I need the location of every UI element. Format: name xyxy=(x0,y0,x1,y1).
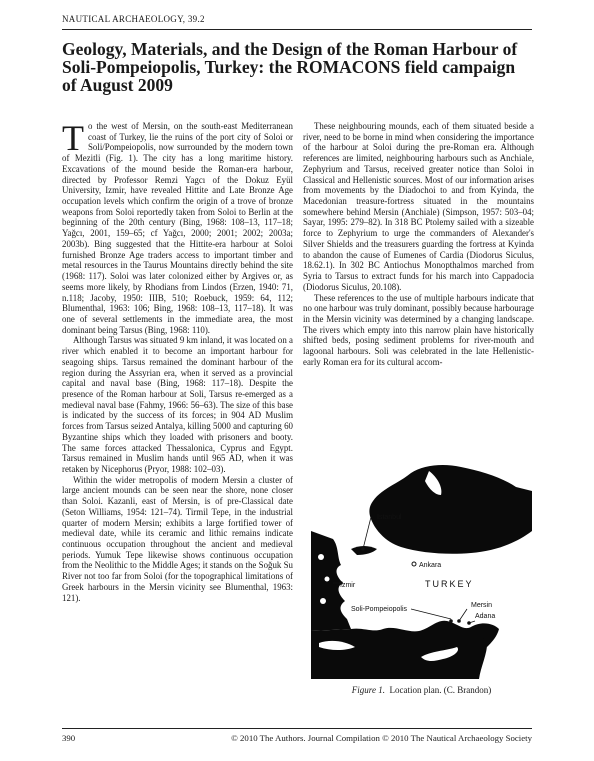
drop-cap: T xyxy=(62,118,84,158)
label-ankara: Ankara xyxy=(419,562,442,569)
mersin-leader xyxy=(459,609,467,621)
footer-rule xyxy=(62,728,532,729)
label-soli: Soli-Pompeiopolis xyxy=(351,606,408,613)
location-map xyxy=(311,461,532,679)
article-title: Geology, Materials, and the Design of the Roman Harbour of Soli-Pompeiopolis, Turkey: the ROMACONS field campaign of August 2009 xyxy=(62,39,518,95)
right-column xyxy=(303,121,534,368)
caption-text: Location plan. (C. Brandon) xyxy=(389,685,492,695)
black-sea-shape xyxy=(369,465,532,554)
paragraph: These references to the use of multiple harbours indicate that no one harbour was truly dominant, possibly because harbourage in the Mersin vicinity was determined by a changing landscape. The rivers which empty into this narrow plain have historically shifted beds, posing sediment problems for river-mouth and lagoonal harbours. Soli was celebrated in the late Hellenistic-early Roman era for its cultural accom- xyxy=(303,292,534,367)
label-izmir: Izmir xyxy=(340,582,356,589)
soli-dot xyxy=(449,619,453,623)
paragraph: Although Tarsus was situated 9 km inland, it was located on a river which enabled it to become an important harbour for seagoing ships. Tarsus remained the dominant harbour of the region during the Assyrian era, when it served as a provincial capital and naval base (Bing, 1968: 117–18). Despite the presence of the Roman harbour at Soli, Tarsus re-emerged as a medieval naval base (Fahmy, 1966: 56–63). The size of this base is indicated by the success of its forces; in 904 AD Muslim forces from Tarsus seized Antalya, killing 5000 and capturing 60 Byzantine ships which they loaded with prisoners and booty. The same forces attacked Thessalonica, Cyprus and Egypt. Tarsus remained in Muslim hands until 965 AD, when it was retaken by Nicephorus (Pryor, 1988: 102–03). xyxy=(62,335,293,474)
left-column xyxy=(62,118,293,603)
paragraph: These neighbouring mounds, each of them situated beside a river, need to be borne in mind when considering the importance of the harbour at Soloi during the pre-Roman era. Although references are limited, neighbouring harbours such as Anchiale, Zephyrium and Tarsus, received greater notice than Soloi in Classical and Hellenistic sources. Most of our information arises from movements by the Diadochoi to and from Kyinda, the Macedonian treasure-fortress situated in the mountains somewhere behind Mersin (Anchiale) (Simpson, 1957: 503–04; Sayar, 1995: 279–82). In 318 BC Ptolemy sailed with a sizeable force to Zephyrium to urge the commanders of Alexander's Silver Shields and the treasurers guarding the fortress at Kyinda to abandon the cause of Eumenes of Cardia (Diodorus Siculus, 18.62.1). In 302 BC Antiochus Monopthalmos marched from Syria to Tarsus to extract funds for his march into Cappadocia (Diodorus Siculus, 20.108). xyxy=(303,121,534,292)
figure-caption xyxy=(311,685,532,695)
page-number: 390 xyxy=(62,733,76,743)
istanbul-leader xyxy=(363,517,371,549)
ankara-dot xyxy=(412,562,416,566)
paragraph: Within the wider metropolis of modern Mersin a cluster of large ancient mounds can be seen near the shore, none closer than Soloi. Kazanli, east of Mersin, is of pre-Classical date (Seton Williams, 1954: 121–74). Tirmil Tepe, in the industrial quarter of modern Mersin; exhibits a large fortified tower of medieval date, while its ceramic and lithic remains indicate continuous occupation throughout the ancient and medieval periods. Yumuk Tepe likewise shows continuous occupation from the Neolithic to the Middle Ages; it stands on the Soğuk Su River not too far from Soloi (for the topographical limitations of Greek harbours in the Mersin vicinity see Blumenthal, 1963: 121). xyxy=(62,474,293,603)
istanbul-dot xyxy=(361,547,365,551)
island-shape xyxy=(320,598,326,604)
map-svg xyxy=(311,461,532,679)
island-shape xyxy=(318,554,324,560)
soli-leader xyxy=(411,609,451,619)
paragraph-text: o the west of Mersin, on the south-east Mediterranean coast of Turkey, lie the ruins of the port city of Soloi or Soli/Pompeiopolis, now surrounded by the modern town of Mezitli (Fig. 1). The city has a long maritime history. Excavations of the mound beside the Roman-era harbour, directed by Professor Remzi Yagcı of the Dokuz Eyül University, Izmir, have revealed Hittite and Late Bronze Age occupation levels which confirm the origin of a trove of bronze weapons from Soloi reportedly taken from Soloi to Berlin at the beginning of the 20th century (Bing, 1968: 108–13, 117–18; Yağcı, 2001, 159–65; cf Yağcı, 2000; 2001; 2002; 2003a; 2003b). Bing suggested that the Hittite-era harbour at Soloi furnished Bronze Age traders access to important timber and metal resources in the Taurus Mountains directly behind the site (1968: 117). Soloi was later colonized either by Argives or, as seems more likely, by Rhodians from Lindos (Erzen, 1940: 71, n.118; Jacoby, 1950: IIIB, 510; Roebuck, 1959: 64, 112; Blumenthal, 1963: 106; Bing, 1968: 108–13, 117–18). It was one of several settlements in the immediate area, the most dominant being Tarsus (Bing, 1968: 110). xyxy=(62,121,293,335)
marmara-shape xyxy=(351,546,377,555)
caption-label: Figure 1. xyxy=(351,685,385,695)
label-adana: Adana xyxy=(475,613,496,620)
label-turkey: TURKEY xyxy=(425,579,474,589)
copyright-line: © 2010 The Authors. Journal Compilation © 2010 The Nautical Archaeology Society xyxy=(231,733,532,743)
running-header: NAUTICAL ARCHAEOLOGY, 39.2 xyxy=(62,14,205,24)
label-mersin: Mersin xyxy=(471,602,493,609)
mersin-dot xyxy=(457,619,461,623)
island-shape xyxy=(325,577,330,582)
adana-dot xyxy=(467,621,471,625)
label-istanbul: Istanbul xyxy=(377,514,402,521)
aegean-shape xyxy=(311,531,351,631)
header-rule xyxy=(62,29,532,30)
paragraph xyxy=(62,118,293,335)
